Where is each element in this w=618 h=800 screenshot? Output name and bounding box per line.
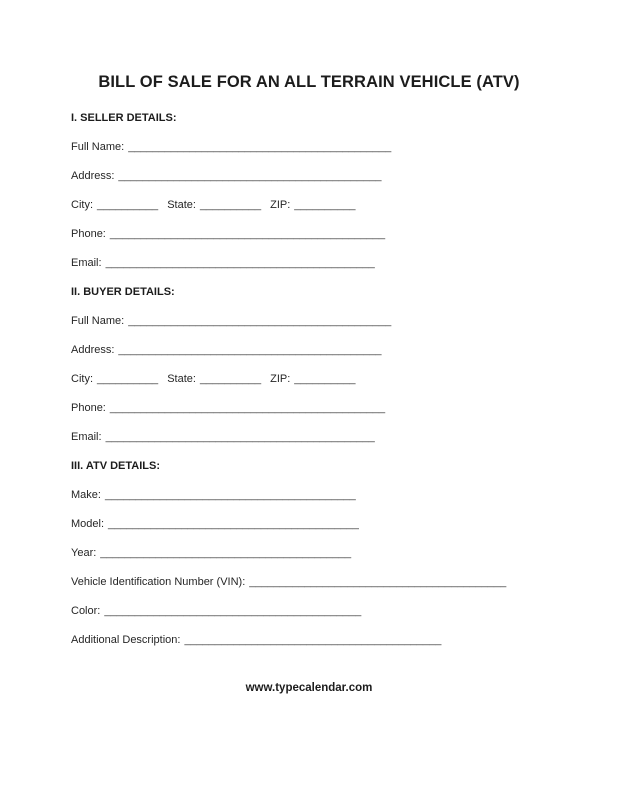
atv-vin-label: Vehicle Identification Number (VIN): xyxy=(71,575,246,588)
buyer-email-label: Email: xyxy=(71,430,102,443)
seller-address-row xyxy=(71,162,558,191)
atv-model-row xyxy=(71,510,558,539)
buyer-city-label: City: xyxy=(71,372,93,385)
atv-additional-description-label: Additional Description: xyxy=(71,633,181,646)
buyer-email-row xyxy=(71,423,558,452)
buyer-phone-line: _____________________________________________ xyxy=(109,401,386,414)
seller-city-label: City: xyxy=(71,198,93,211)
atv-year-row xyxy=(71,539,558,568)
atv-make-line: _________________________________________ xyxy=(104,488,356,501)
seller-full-name-label: Full Name: xyxy=(71,140,125,153)
buyer-city-line: __________ xyxy=(97,372,159,385)
seller-state-line: __________ xyxy=(199,198,262,211)
atv-model-line: _________________________________________ xyxy=(108,517,359,530)
atv-additional-description-row xyxy=(71,626,558,655)
seller-phone-line: _____________________________________________ xyxy=(109,227,386,240)
buyer-zip-label: ZIP: xyxy=(270,372,291,385)
seller-address-label: Address: xyxy=(71,169,115,182)
buyer-full-name-row xyxy=(71,307,558,336)
atv-vin-row xyxy=(71,568,558,597)
atv-year-label: Year: xyxy=(71,546,97,559)
buyer-city-state-zip-row xyxy=(71,365,558,394)
atv-make-row xyxy=(71,481,558,510)
atv-year-line: _________________________________________ xyxy=(100,546,352,559)
document-title: BILL OF SALE FOR AN ALL TERRAIN VEHICLE (ATV) xyxy=(98,73,520,91)
atv-color-line: __________________________________________ xyxy=(104,604,362,617)
section-heading-buyer: II. BUYER DETAILS: xyxy=(71,285,175,298)
seller-address-line: ___________________________________________ xyxy=(118,169,382,182)
seller-email-row xyxy=(71,249,558,278)
seller-email-line: ____________________________________________ xyxy=(105,256,375,269)
atv-color-label: Color: xyxy=(71,604,101,617)
atv-color-row xyxy=(71,597,558,626)
footer-url: www.typecalendar.com xyxy=(245,682,373,694)
seller-zip-label: ZIP: xyxy=(270,198,291,211)
buyer-zip-line: __________ xyxy=(294,372,356,385)
seller-phone-label: Phone: xyxy=(71,227,106,240)
atv-model-label: Model: xyxy=(71,517,105,530)
seller-full-name-row xyxy=(71,133,558,162)
seller-full-name-line: ___________________________________________ xyxy=(128,140,392,153)
seller-city-state-zip-row xyxy=(71,191,558,220)
form-body xyxy=(0,91,618,655)
buyer-state-label: State: xyxy=(167,372,196,385)
seller-email-label: Email: xyxy=(71,256,102,269)
buyer-phone-row xyxy=(71,394,558,423)
buyer-address-label: Address: xyxy=(71,343,115,356)
atv-vin-line: __________________________________________ xyxy=(249,575,507,588)
buyer-state-line: __________ xyxy=(199,372,262,385)
section-heading-atv: III. ATV DETAILS: xyxy=(71,459,161,472)
atv-additional-description-line: __________________________________________ xyxy=(184,633,442,646)
section-heading-seller: I. SELLER DETAILS: xyxy=(71,111,177,124)
seller-zip-line: __________ xyxy=(294,198,356,211)
buyer-full-name-label: Full Name: xyxy=(71,314,125,327)
atv-make-label: Make: xyxy=(71,488,101,501)
seller-phone-row xyxy=(71,220,558,249)
buyer-address-line: ___________________________________________ xyxy=(118,343,382,356)
buyer-full-name-line: ___________________________________________ xyxy=(128,314,392,327)
buyer-email-line: ____________________________________________ xyxy=(105,430,375,443)
buyer-address-row xyxy=(71,336,558,365)
seller-state-label: State: xyxy=(167,198,196,211)
buyer-phone-label: Phone: xyxy=(71,401,106,414)
seller-city-line: __________ xyxy=(97,198,159,211)
